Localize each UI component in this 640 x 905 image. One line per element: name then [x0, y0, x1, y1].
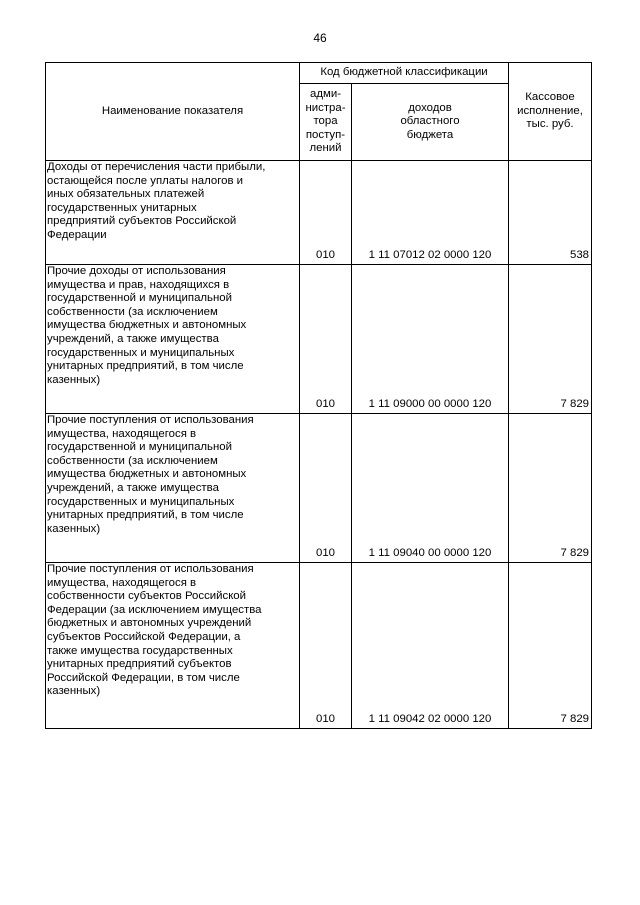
row-admin-code: 010 [300, 161, 352, 265]
header-administrator [300, 84, 352, 161]
row-admin-code: 010 [300, 563, 352, 729]
row-name [46, 563, 300, 729]
header-row-top [46, 63, 592, 84]
header-regional-revenue [352, 84, 509, 161]
table-row [46, 161, 592, 265]
header-cash-execution-text: Кассовое исполнение, тыс. руб. [517, 91, 583, 131]
row-name-text: Прочие поступления от использования имущества, находящегося в собственности субъектов Российской Федерации (за исключением имущества бюджетных и автономных учреждений субъектов Российской Федерации, а также имущества государственных унитарных предприятий субъектов Российской Федерации, в том числе казенных) [47, 563, 262, 698]
row-budget-code: 1 11 09000 00 0000 120 [352, 265, 509, 414]
header-indicator-name: Наименование показателя [46, 63, 300, 161]
row-name-text: Прочие поступления от использования имущества, находящегося в государственной и муниципальной собственности (за исключением имущества бюджетных и автономных учреждений, а также имущества государственных и муниципальных унитарных предприятий, в том числе казенных) [47, 414, 254, 535]
row-amount: 7 829 [509, 414, 592, 563]
row-name [46, 414, 300, 563]
row-amount: 538 [509, 161, 592, 265]
row-name-text: Прочие доходы от использования имущества и прав, находящихся в государственной и муниципальной собственности (за исключением имущества бюджетных и автономных учреждений, а также имущества государственных и муниципальных унитарных предприятий, в том числе казенных) [47, 265, 247, 386]
row-budget-code: 1 11 07012 02 0000 120 [352, 161, 509, 265]
row-amount: 7 829 [509, 265, 592, 414]
row-name [46, 265, 300, 414]
table-row [46, 414, 592, 563]
row-budget-code: 1 11 09040 00 0000 120 [352, 414, 509, 563]
row-name [46, 161, 300, 265]
header-regional-revenue-text: доходов областного бюджета [400, 101, 460, 141]
row-budget-code: 1 11 09042 02 0000 120 [352, 563, 509, 729]
revenue-table [45, 62, 592, 729]
table-row [46, 563, 592, 729]
row-amount: 7 829 [509, 563, 592, 729]
page-number: 46 [313, 31, 327, 45]
header-classification-code: Код бюджетной классификации [300, 63, 509, 84]
header-administrator-text: адми- нистра- тора поступ- лений [305, 88, 346, 155]
row-admin-code: 010 [300, 414, 352, 563]
table-row [46, 265, 592, 414]
row-name-text: Доходы от перечисления части прибыли, остающейся после уплаты налогов и иных обязательных платежей государственных унитарных предприятий субъектов Российской Федерации [47, 161, 266, 241]
header-cash-execution [509, 63, 592, 161]
row-admin-code: 010 [300, 265, 352, 414]
